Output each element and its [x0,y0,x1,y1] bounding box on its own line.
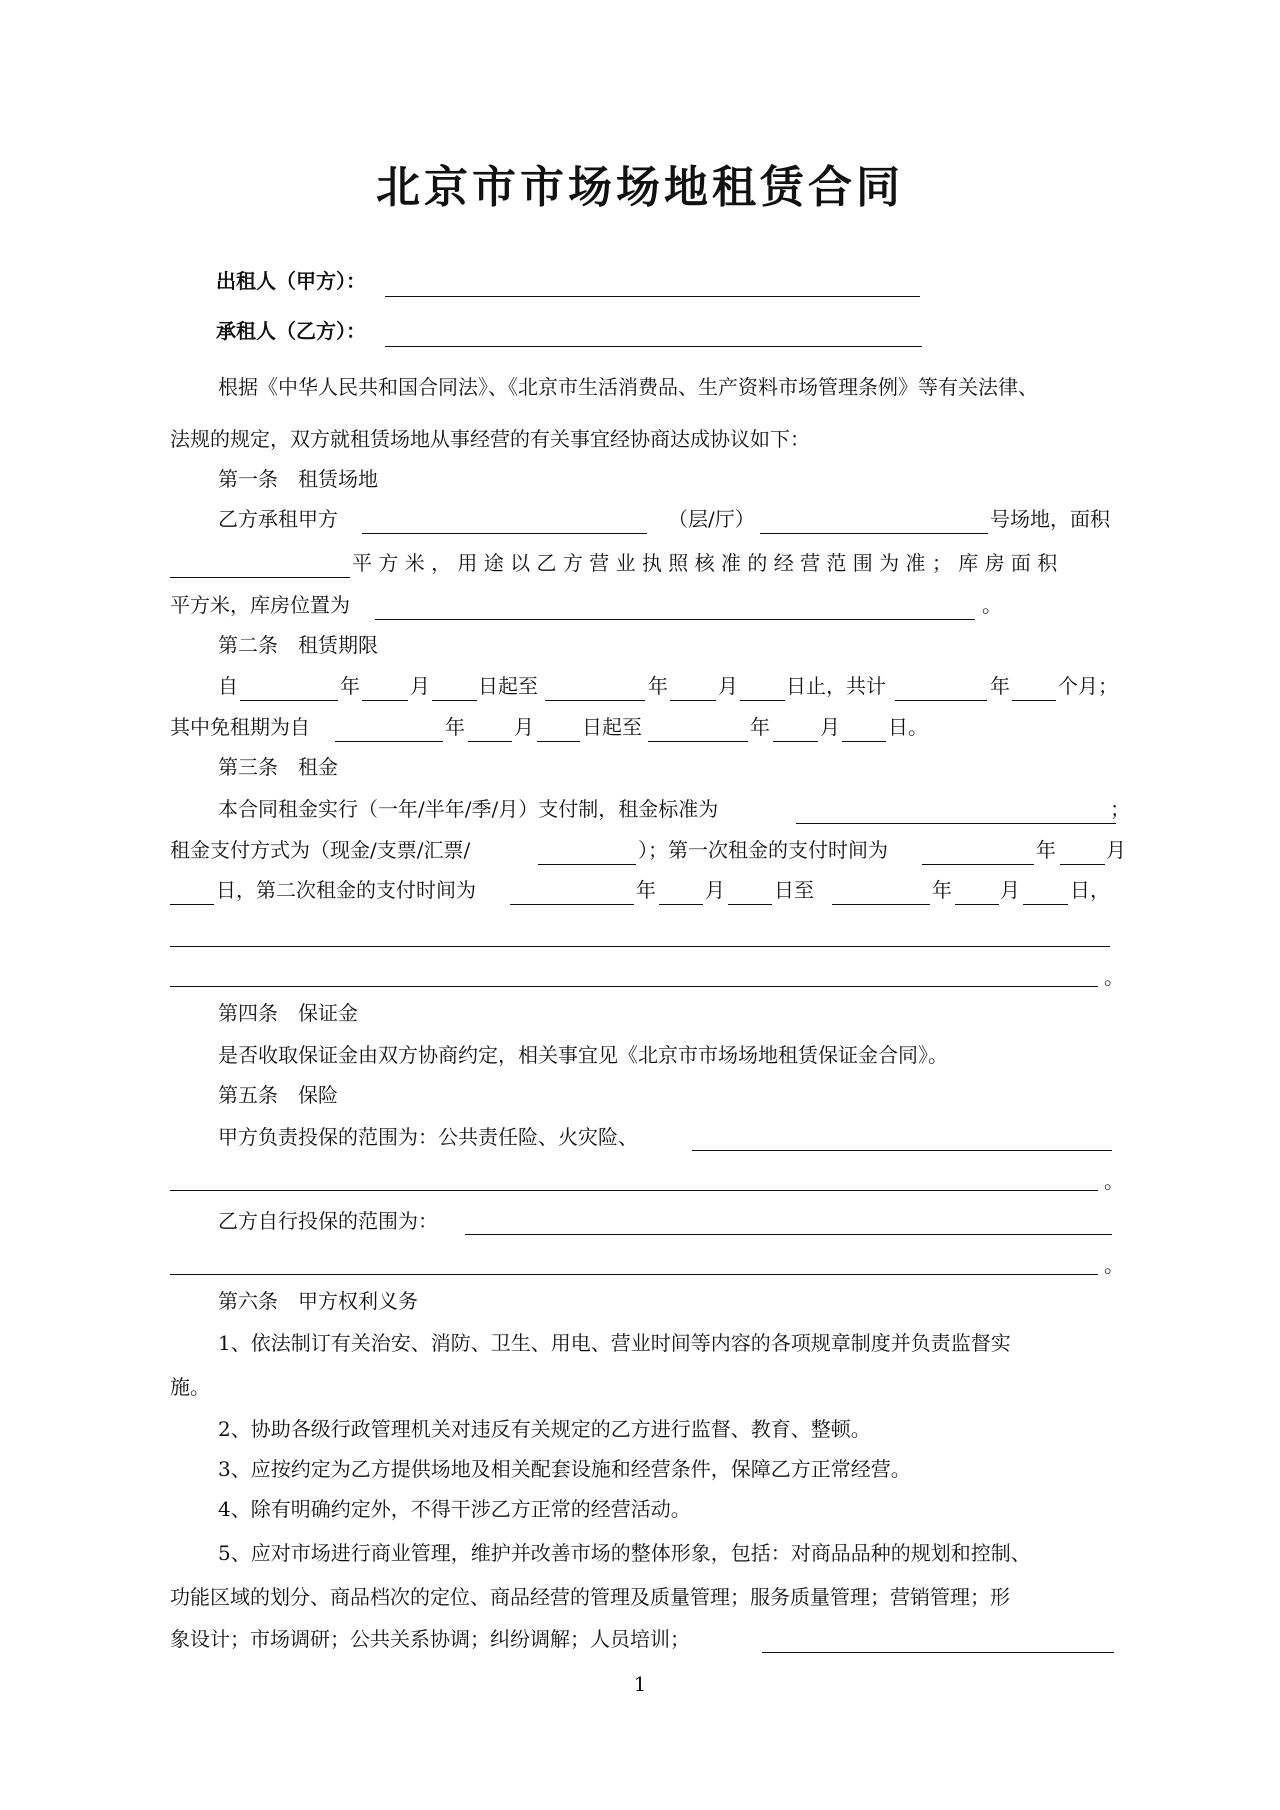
art3-end: 。 [1104,965,1124,989]
page-title: 北京市市场场地租赁合同 [376,162,904,213]
art5-text-b: 乙方自行投保的范围为： [218,1209,438,1233]
lessor-blank [385,296,920,297]
art3-month: 月 [1000,878,1020,902]
art2-blank [537,741,580,742]
art2-month: 月 [820,715,840,739]
article-3-heading: 第三条 租金 [218,755,338,779]
art3-year: 年 [636,878,656,902]
art2-year: 年 [750,715,770,739]
art3-year: 年 [1036,838,1056,862]
art2-blank [468,741,512,742]
art3-day-to: 日至 [774,878,814,902]
art2-blank [1012,700,1056,701]
art3-blank [170,904,214,905]
art3-blank [1060,864,1105,865]
lessee-blank [385,346,922,347]
art2-blank [895,700,987,701]
art6-item-1b: 施。 [170,1375,210,1399]
art1-blank-location [362,533,647,534]
article-4-heading: 第四条 保证金 [218,1001,358,1025]
art6-item-2: 2、协助各级行政管理机关对违反有关规定的乙方进行监督、教育、整顿。 [218,1417,871,1441]
art2-blank [335,741,443,742]
art3-semicolon: ； [1110,797,1130,821]
art2-year: 年 [990,674,1010,698]
art1-blank-area [170,577,350,578]
article-6-heading: 第六条 甲方权利义务 [218,1289,418,1313]
art6-item-5c: 象设计；市场调研；公共关系协调；纠纷调解；人员培训； [170,1627,690,1651]
intro-line-1: 根据《中华人民共和国合同法》、《北京市生活消费品、生产资料市场管理条例》等有关法律、 [218,375,1038,399]
art3-text-a: 本合同租金实行（一年/半年/季/月）支付制，租金标准为 [218,797,719,821]
art1-blank-warehouse [375,619,975,620]
art1-text-f: 。 [982,593,1002,617]
art3-month: 月 [705,878,725,902]
art5-blank-line [170,1190,1098,1191]
art6-item-3: 3、应按约定为乙方提供场地及相关配套设施和经营条件，保障乙方正常经营。 [218,1457,911,1481]
art6-item-4: 4、除有明确约定外，不得干涉乙方正常的经营活动。 [218,1497,691,1521]
art2-blank [773,741,818,742]
art2-day-end: 日。 [888,715,928,739]
art2-day-to: 日起至 [582,715,642,739]
art2-year: 年 [648,674,668,698]
art5-blank-lessor [692,1150,1112,1151]
art1-blank-number [760,533,988,534]
article-1-heading: 第一条 租赁场地 [218,467,378,491]
art2-blank [432,700,477,701]
art3-blank [510,904,634,905]
lessee-label: 承租人（乙方）： [216,319,366,343]
art6-item-5b: 功能区域的划分、商品档次的定位、商品经营的管理及质量管理；服务质量管理；营销管理；形 [170,1585,1010,1609]
lessor-label: 出租人（甲方）： [216,269,366,293]
art2-year: 年 [445,715,465,739]
art3-blank [1023,904,1068,905]
art1-text-a: 乙方承租甲方 [218,507,338,531]
art2-blank [842,741,886,742]
art2-blank [545,700,645,701]
art3-text-c: ）；第一次租金的支付时间为 [638,838,888,862]
art3-blank-standard [796,823,1116,824]
art3-blank [832,904,930,905]
art2-blank [648,741,748,742]
art3-blank-method [538,864,636,865]
art4-text: 是否收取保证金由双方协商约定，相关事宜见《北京市市场场地租赁保证金合同》。 [218,1043,948,1067]
art1-text-c: 号场地，面积 [990,507,1110,531]
art1-text-b: （层/厅） [668,507,755,531]
art2-month: 月 [514,715,534,739]
art5-end-2: 。 [1104,1253,1124,1277]
art3-blank-line [170,946,1110,947]
art5-blank-lessee [465,1234,1112,1235]
art3-blank [922,864,1034,865]
art3-blank [955,904,999,905]
art2-blank [670,700,716,701]
art5-end-1: 。 [1104,1169,1124,1193]
art3-text-b: 租金支付方式为（现金/支票/汇票/ [170,838,471,862]
art3-blank-line [170,986,1098,987]
page-number: 1 [633,1672,647,1696]
art6-item-1a: 1、依法制订有关治安、消防、卫生、用电、营业时间等内容的各项规章制度并负责监督实 [218,1331,1011,1355]
art3-blank [728,904,772,905]
art2-from: 自 [218,674,238,698]
art2-months: 个月； [1058,674,1118,698]
art3-text-d: 日，第二次租金的支付时间为 [216,878,476,902]
art3-month: 月 [1106,838,1126,862]
art6-blank [762,1652,1114,1653]
art5-text-a: 甲方负责投保的范围为：公共责任险、火灾险、 [218,1125,638,1149]
art2-blank [240,700,338,701]
art5-blank-line [170,1274,1098,1275]
art2-month: 月 [718,674,738,698]
art1-text-e: 平方米，库房位置为 [170,593,350,617]
article-2-heading: 第二条 租赁期限 [218,633,378,657]
art6-item-5a: 5、应对市场进行商业管理，维护并改善市场的整体形象，包括：对商品品种的规划和控制、 [218,1541,1031,1565]
article-5-heading: 第五条 保险 [218,1083,338,1107]
art2-year: 年 [340,674,360,698]
intro-line-2: 法规的规定，双方就租赁场地从事经营的有关事宜经协商达成协议如下： [170,427,810,451]
art3-day-comma: 日， [1070,878,1110,902]
art1-text-d: 平 方 米 ， 用 途 以 乙 方 营 业 执 照 核 准 的 经 营 范 围 为 准 ； 库 房 面 积 [352,551,1058,575]
art2-blank [740,700,785,701]
art2-blank [362,700,408,701]
art3-year: 年 [932,878,952,902]
art3-blank [659,904,703,905]
art2-day-to: 日起至 [478,674,538,698]
art2-free-start: 其中免租期为自 [170,715,310,739]
art2-month: 月 [410,674,430,698]
art2-day-total: 日止，共计 [786,674,886,698]
